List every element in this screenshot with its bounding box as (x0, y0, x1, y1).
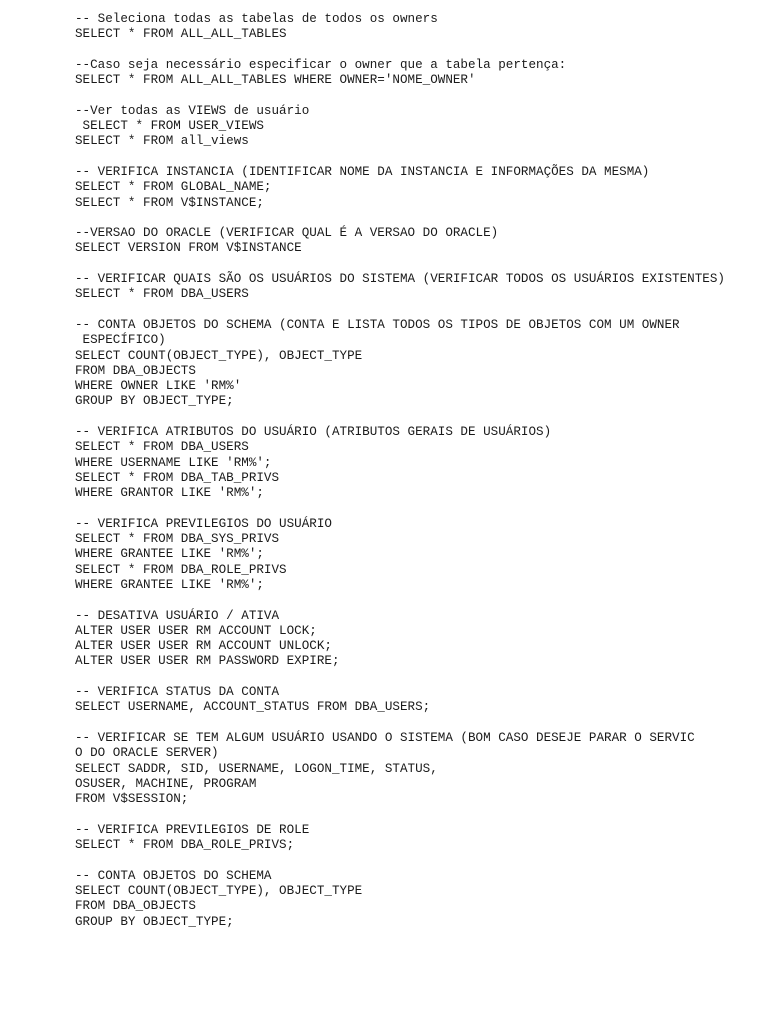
code-line: OSUSER, MACHINE, PROGRAM (75, 776, 257, 791)
sql-block (75, 823, 755, 854)
comment-line: --Ver todas as VIEWS de usuário (75, 103, 310, 118)
code-line: GROUP BY OBJECT_TYPE; (75, 394, 234, 409)
code-line: SELECT * FROM USER_VIEWS (75, 119, 264, 134)
code-line: SELECT * FROM GLOBAL_NAME; (75, 180, 272, 195)
code-line: SELECT * FROM DBA_SYS_PRIVS (75, 532, 280, 547)
comment-line: -- VERIFICAR QUAIS SÃO OS USUÁRIOS DO SISTEMA (VERIFICAR TODOS OS USUÁRIOS EXISTENTES) (75, 272, 725, 287)
sql-block (75, 165, 755, 211)
code-line: WHERE USERNAME LIKE 'RM%'; (75, 455, 272, 470)
code-line: SELECT * FROM ALL_ALL_TABLES WHERE OWNER='NOME_OWNER' (75, 73, 476, 88)
sql-block (75, 869, 755, 930)
code-line: SELECT VERSION FROM V$INSTANCE (75, 241, 302, 256)
code-line: SELECT * FROM DBA_USERS (75, 287, 249, 302)
code-line: WHERE GRANTEE LIKE 'RM%'; (75, 547, 264, 562)
blank-line (75, 807, 755, 822)
blank-line (75, 716, 755, 731)
comment-line: -- VERIFICA STATUS DA CONTA (75, 685, 280, 700)
comment-line: -- Seleciona todas as tabelas de todos os owners (75, 12, 438, 26)
code-line: FROM V$SESSION; (75, 792, 189, 807)
code-line: WHERE OWNER LIKE 'RM%' (75, 379, 242, 394)
blank-line (75, 88, 755, 103)
comment-line: -- CONTA OBJETOS DO SCHEMA (CONTA E LISTA TODOS OS TIPOS DE OBJETOS COM UM OWNER (75, 317, 680, 332)
sql-block (75, 685, 755, 716)
code-line: ESPECÍFICO) (75, 333, 166, 348)
code-line: GROUP BY OBJECT_TYPE; (75, 914, 234, 929)
blank-line (75, 593, 755, 608)
comment-line: -- VERIFICA PREVILEGIOS DO USUÁRIO (75, 516, 332, 531)
sql-block (75, 226, 755, 257)
code-line: SELECT * FROM V$INSTANCE; (75, 195, 264, 210)
comment-line: -- CONTA OBJETOS DO SCHEMA (75, 868, 272, 883)
blank-line (75, 257, 755, 272)
code-line: SELECT * FROM DBA_TAB_PRIVS (75, 470, 280, 485)
code-line: SELECT COUNT(OBJECT_TYPE), OBJECT_TYPE (75, 348, 363, 363)
code-line: WHERE GRANTOR LIKE 'RM%'; (75, 486, 264, 501)
blank-line (75, 150, 755, 165)
blank-line (75, 303, 755, 318)
code-line: ALTER USER USER RM ACCOUNT LOCK; (75, 623, 317, 638)
blank-line (75, 211, 755, 226)
code-line: SELECT * FROM DBA_ROLE_PRIVS (75, 562, 287, 577)
code-line: FROM DBA_OBJECTS (75, 899, 196, 914)
blank-line (75, 670, 755, 685)
code-line: SELECT * FROM DBA_ROLE_PRIVS; (75, 838, 295, 853)
comment-line: -- VERIFICA INSTANCIA (IDENTIFICAR NOME DA INSTANCIA E INFORMAÇÕES DA MESMA) (75, 164, 650, 179)
code-line: ALTER USER USER RM ACCOUNT UNLOCK; (75, 639, 332, 654)
blank-line (75, 43, 755, 58)
code-line: WHERE GRANTEE LIKE 'RM%'; (75, 577, 264, 592)
sql-block (75, 517, 755, 593)
comment-line: -- VERIFICA PREVILEGIOS DE ROLE (75, 822, 310, 837)
comment-line: --VERSAO DO ORACLE (VERIFICAR QUAL É A VERSAO DO ORACLE) (75, 226, 499, 241)
comment-line: --Caso seja necessário especificar o owner que a tabela pertença: (75, 57, 567, 72)
sql-block (75, 425, 755, 501)
code-line: SELECT * FROM all_views (75, 134, 249, 149)
code-line: SELECT * FROM DBA_USERS (75, 440, 249, 455)
code-line: SELECT SADDR, SID, USERNAME, LOGON_TIME, STATUS, (75, 761, 438, 776)
comment-line: -- DESATIVA USUÁRIO / ATIVA (75, 608, 280, 623)
sql-block (75, 609, 755, 670)
comment-line: -- VERIFICAR SE TEM ALGUM USUÁRIO USANDO O SISTEMA (BOM CASO DESEJE PARAR O SERVIC (75, 730, 695, 745)
sql-block (75, 58, 755, 89)
sql-block (75, 104, 755, 150)
sql-block (75, 272, 755, 303)
comment-line: -- VERIFICA ATRIBUTOS DO USUÁRIO (ATRIBUTOS GERAIS DE USUÁRIOS) (75, 425, 552, 440)
code-line: SELECT * FROM ALL_ALL_TABLES (75, 27, 287, 42)
sql-document (75, 12, 755, 930)
code-line: O DO ORACLE SERVER) (75, 746, 219, 761)
sql-block (75, 12, 755, 43)
code-line: SELECT USERNAME, ACCOUNT_STATUS FROM DBA_USERS; (75, 700, 431, 715)
blank-line (75, 410, 755, 425)
code-line: SELECT COUNT(OBJECT_TYPE), OBJECT_TYPE (75, 883, 363, 898)
sql-block (75, 731, 755, 807)
blank-line (75, 502, 755, 517)
code-line: ALTER USER USER RM PASSWORD EXPIRE; (75, 654, 340, 669)
sql-block (75, 318, 755, 410)
blank-line (75, 853, 755, 868)
code-line: FROM DBA_OBJECTS (75, 363, 196, 378)
